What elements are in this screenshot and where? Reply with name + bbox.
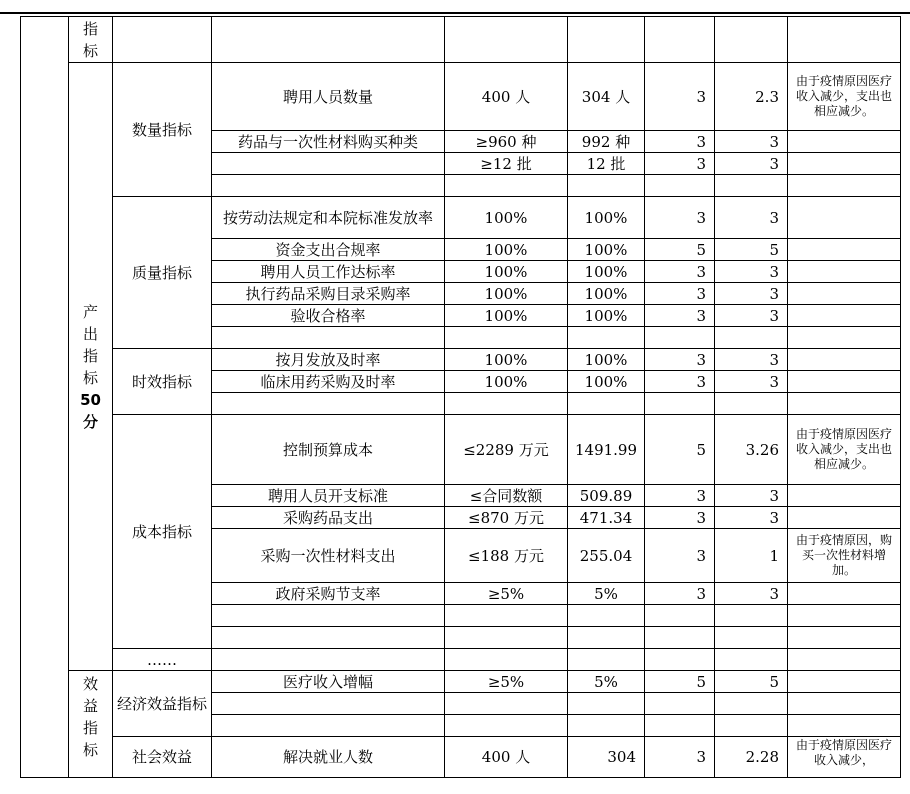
target-value: 400 人 xyxy=(445,737,568,778)
target-value: ≤188 万元 xyxy=(445,529,568,583)
earned-score: 5 xyxy=(715,671,788,693)
weight-score: 3 xyxy=(645,197,715,239)
earned-score: 3 xyxy=(715,283,788,305)
target-value: 100% xyxy=(445,197,568,239)
target-value: 100% xyxy=(445,371,568,393)
indicator-name: 政府采购节支率 xyxy=(212,583,445,605)
actual-value: 100% xyxy=(568,283,645,305)
actual-value: 992 种 xyxy=(568,131,645,153)
weight-score: 3 xyxy=(645,283,715,305)
indicator-name: 按月发放及时率 xyxy=(212,349,445,371)
target-value: 400 人 xyxy=(445,63,568,131)
actual-value: 304 人 xyxy=(568,63,645,131)
actual-value: 100% xyxy=(568,371,645,393)
earned-score: 3 xyxy=(715,131,788,153)
indicator-name: 药品与一次性材料购买种类 xyxy=(212,131,445,153)
level2-social-label: 社会效益 xyxy=(113,737,212,778)
earned-score: 3 xyxy=(715,507,788,529)
table-row xyxy=(21,63,901,131)
earned-score: 3 xyxy=(715,305,788,327)
actual-value: 304 xyxy=(568,737,645,778)
actual-value: 12 批 xyxy=(568,153,645,175)
actual-value: 509.89 xyxy=(568,485,645,507)
weight-score: 3 xyxy=(645,371,715,393)
actual-value: 100% xyxy=(568,197,645,239)
indicator-name: 采购药品支出 xyxy=(212,507,445,529)
earned-score: 3 xyxy=(715,261,788,283)
page-top-rule xyxy=(0,12,910,14)
earned-score: 3 xyxy=(715,197,788,239)
earned-score: 1 xyxy=(715,529,788,583)
weight-score: 3 xyxy=(645,305,715,327)
target-value: ≥5% xyxy=(445,583,568,605)
level1-benefit-label: 效益指标 xyxy=(69,671,113,778)
actual-value: 255.04 xyxy=(568,529,645,583)
target-value: ≥12 批 xyxy=(445,153,568,175)
earned-score: 5 xyxy=(715,239,788,261)
actual-value: 100% xyxy=(568,261,645,283)
performance-indicator-table xyxy=(20,16,901,778)
weight-score: 3 xyxy=(645,529,715,583)
indicator-name: 临床用药采购及时率 xyxy=(212,371,445,393)
indicator-name: 资金支出合规率 xyxy=(212,239,445,261)
earned-score: 3 xyxy=(715,583,788,605)
actual-value: 5% xyxy=(568,671,645,693)
indicator-name: 按劳动法规定和本院标准发放率 xyxy=(212,197,445,239)
level1-output-label: 产出指标 50 分 xyxy=(69,63,113,671)
weight-score: 3 xyxy=(645,261,715,283)
table-row xyxy=(21,197,901,239)
earned-score: 2.28 xyxy=(715,737,788,778)
level2-cost-label: 成本指标 xyxy=(113,415,212,649)
remark-note: 由于疫情原因医疗收入减少，支出也相应减少。 xyxy=(788,63,901,131)
earned-score: 3 xyxy=(715,153,788,175)
target-value: ≤870 万元 xyxy=(445,507,568,529)
indicator-name: 采购一次性材料支出 xyxy=(212,529,445,583)
weight-score: 3 xyxy=(645,153,715,175)
target-value: ≤2289 万元 xyxy=(445,415,568,485)
earned-score: 2.3 xyxy=(715,63,788,131)
target-value: ≥960 种 xyxy=(445,131,568,153)
weight-score: 3 xyxy=(645,583,715,605)
table-row xyxy=(21,737,901,778)
earned-score: 3 xyxy=(715,371,788,393)
weight-score: 3 xyxy=(645,349,715,371)
remark-note: 由于疫情原因医疗收入减少，支出也相应减少。 xyxy=(788,415,901,485)
actual-value: 100% xyxy=(568,239,645,261)
indicator-name: 验收合格率 xyxy=(212,305,445,327)
actual-value: 5% xyxy=(568,583,645,605)
weight-score: 3 xyxy=(645,63,715,131)
table-row xyxy=(21,415,901,485)
weight-score: 3 xyxy=(645,737,715,778)
indicator-name: 医疗收入增幅 xyxy=(212,671,445,693)
level2-timeliness-label: 时效指标 xyxy=(113,349,212,415)
target-value: ≥5% xyxy=(445,671,568,693)
remark-note: 由于疫情原因医疗收入减少， xyxy=(788,737,901,778)
actual-value: 100% xyxy=(568,349,645,371)
indicator-name: 聘用人员工作达标率 xyxy=(212,261,445,283)
level2-quality-label: 质量指标 xyxy=(113,197,212,349)
weight-score: 3 xyxy=(645,507,715,529)
target-value: 100% xyxy=(445,349,568,371)
indicator-name: 聘用人员数量 xyxy=(212,63,445,131)
table-row xyxy=(21,17,901,63)
target-value: 100% xyxy=(445,239,568,261)
table-row xyxy=(21,649,901,671)
actual-value: 471.34 xyxy=(568,507,645,529)
earned-score: 3 xyxy=(715,349,788,371)
ellipsis-cell: …… xyxy=(113,649,212,671)
weight-score: 5 xyxy=(645,671,715,693)
earned-score: 3 xyxy=(715,485,788,507)
target-value: 100% xyxy=(445,283,568,305)
table-row xyxy=(21,671,901,693)
weight-score: 5 xyxy=(645,239,715,261)
level2-quantity-label: 数量指标 xyxy=(113,63,212,197)
actual-value: 1491.99 xyxy=(568,415,645,485)
indicator-name: 控制预算成本 xyxy=(212,415,445,485)
indicator-name: 执行药品采购目录采购率 xyxy=(212,283,445,305)
weight-score: 3 xyxy=(645,485,715,507)
target-value: 100% xyxy=(445,261,568,283)
weight-score: 3 xyxy=(645,131,715,153)
indicator-name: 聘用人员开支标准 xyxy=(212,485,445,507)
indicator-name: 解决就业人数 xyxy=(212,737,445,778)
actual-value: 100% xyxy=(568,305,645,327)
table-row xyxy=(21,349,901,371)
remark-note: 由于疫情原因，购买一次性材料增加。 xyxy=(788,529,901,583)
level1-continued-label: 指标 xyxy=(69,17,113,63)
earned-score: 3.26 xyxy=(715,415,788,485)
weight-score: 5 xyxy=(645,415,715,485)
left-margin-cell xyxy=(21,17,69,778)
target-value: 100% xyxy=(445,305,568,327)
level2-economic-label: 经济效益指标 xyxy=(113,671,212,737)
target-value: ≤合同数额 xyxy=(445,485,568,507)
